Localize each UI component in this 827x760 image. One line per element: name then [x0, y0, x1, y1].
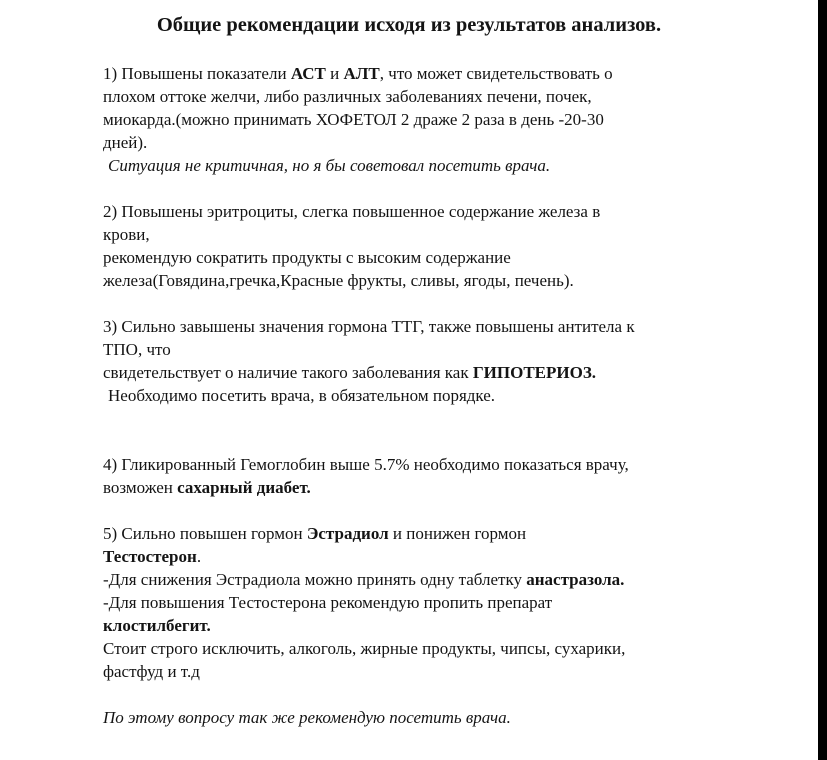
section-1-line-2: плохом оттоке желчи, либо различных заболеваниях печени, почек, [103, 87, 592, 106]
text-span: и [325, 64, 344, 83]
hypothyroidism-term: ГИПОТЕРИОЗ. [472, 363, 597, 382]
section-5-line-4: -Для повышения Тестостерона рекомендую пропить препарат [103, 593, 553, 612]
text-span: -Для снижения Эстрадиола можно принять одну таблетку [103, 570, 527, 589]
section-1-line-4: дней). [103, 133, 148, 152]
section-5-line-5 [103, 614, 803, 637]
section-1-line-3: миокарда.(можно принимать ХОФЕТОЛ 2 драже 2 раза в день -20-30 [103, 110, 604, 129]
text-span: , что может свидетельствовать о [379, 64, 613, 83]
section-4-line-2 [103, 476, 803, 499]
section-1-note: Ситуация не критичная, но я бы советовал посетить врача. [108, 156, 551, 175]
section-2-line-3: рекомендую сократить продукты с высоким содержание [103, 248, 511, 267]
section-3-line-4: Необходимо посетить врача, в обязательном порядке. [108, 386, 496, 405]
document-title: Общие рекомендации исходя из результатов анализов. [156, 14, 662, 36]
text-span: свидетельствует о наличие такого заболевания как [103, 363, 473, 382]
section-3-line-2: ТПО, что [103, 340, 171, 359]
text-span: 5) Сильно повышен гормон [103, 524, 307, 543]
section-3-line-1: 3) Сильно завышены значения гормона ТТГ, также повышены антитела к [103, 317, 635, 336]
clostilbegit-term: клостилбегит. [103, 616, 211, 635]
diabetes-term: сахарный диабет. [177, 478, 311, 497]
text-span: 1) Повышены показатели [103, 64, 291, 83]
ast-term: АСТ [290, 64, 326, 83]
text-span: и понижен гормон [388, 524, 527, 543]
section-1 [103, 62, 803, 177]
document-body [103, 62, 803, 729]
page-edge-border [818, 0, 827, 760]
section-5 [103, 522, 803, 729]
section-2 [103, 200, 803, 292]
section-3-line-3 [103, 361, 803, 384]
text-span: возможен [103, 478, 178, 497]
section-5-line-6: Стоит строго исключить, алкоголь, жирные продукты, чипсы, сухарики, [103, 639, 626, 658]
section-5-line-7: фастфуд и т.д [103, 662, 200, 681]
section-2-line-4: железа(Говядина,гречка,Красные фрукты, сливы, ягоды, печень). [103, 271, 574, 290]
section-4 [103, 453, 803, 499]
section-2-line-1: 2) Повышены эритроциты, слегка повышенное содержание железа в [103, 202, 601, 221]
text-span: . [196, 547, 202, 566]
section-3 [103, 315, 803, 407]
alt-term: АЛТ [343, 64, 380, 83]
section-4-line-1: 4) Гликированный Гемоглобин выше 5.7% необходимо показаться врачу, [103, 455, 629, 474]
testosterone-term: Тестостерон [103, 547, 197, 566]
anastrozole-term: анастразола. [526, 570, 625, 589]
section-5-line-1 [103, 522, 803, 545]
section-5-line-2 [103, 545, 803, 568]
section-2-line-2: крови, [103, 225, 150, 244]
section-5-note: По этому вопросу так же рекомендую посетить врача. [103, 708, 511, 727]
section-1-line-1 [103, 62, 803, 85]
estradiol-term: Эстрадиол [306, 524, 389, 543]
section-5-line-3 [103, 568, 803, 591]
